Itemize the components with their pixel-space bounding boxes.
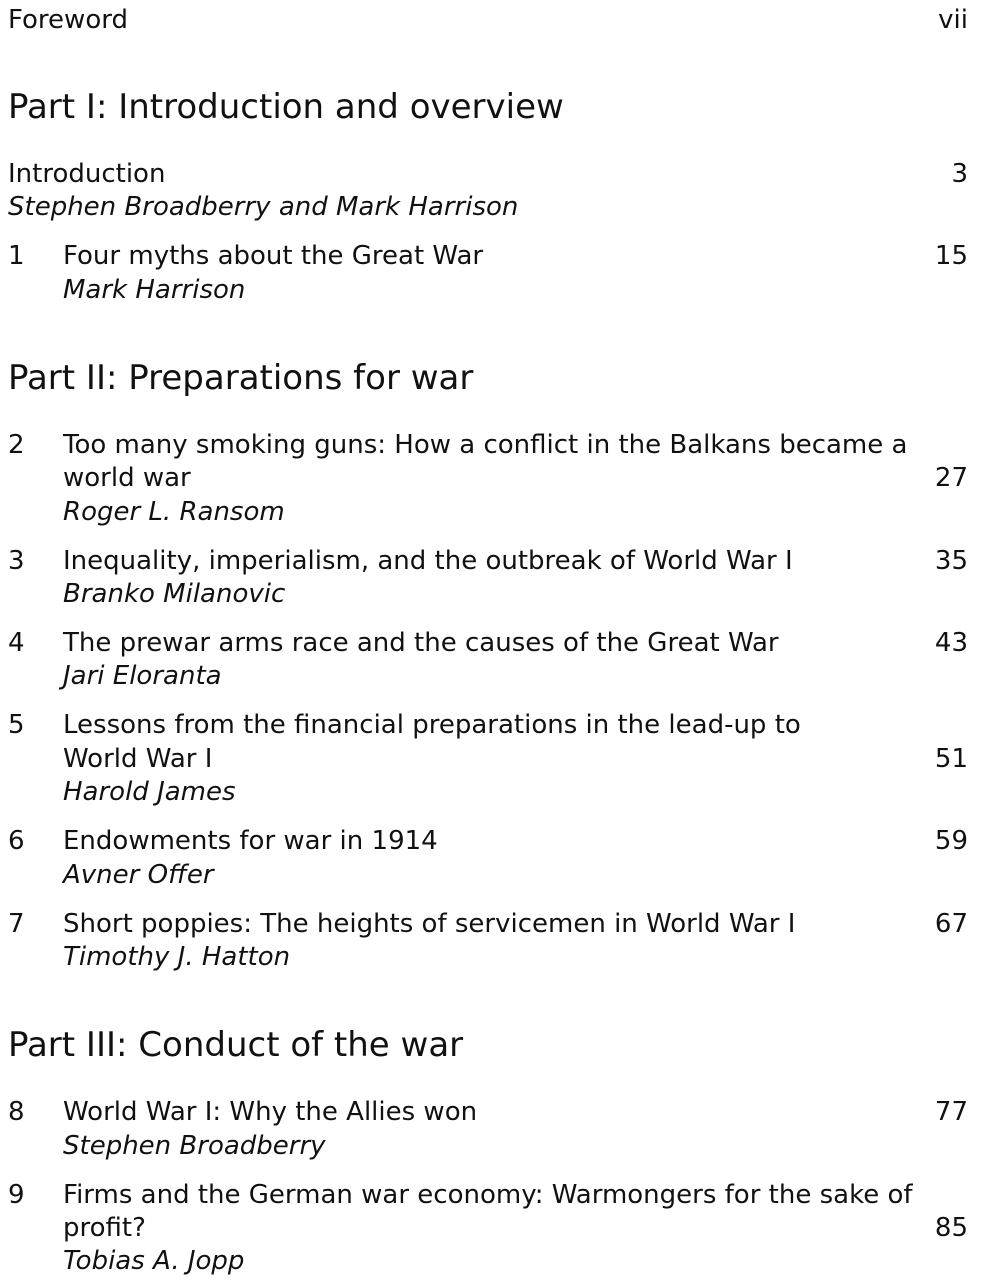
entry-author: Mark Harrison bbox=[63, 275, 246, 305]
entry-author: Stephen Broadberry and Mark Harrison bbox=[8, 192, 519, 222]
entry-page-number: 51 bbox=[934, 744, 968, 774]
chapter-number: 2 bbox=[8, 430, 25, 460]
entry-page-number: 3 bbox=[951, 159, 968, 189]
entry-author: Branko Milanovic bbox=[63, 579, 286, 609]
chapter-title[interactable]: Four myths about the Great War bbox=[63, 241, 484, 271]
entry-page-number: 77 bbox=[934, 1097, 968, 1127]
chapter-title[interactable]: Lessons from the financial preparations in the lead-up to bbox=[63, 710, 801, 740]
entry-page-number: 15 bbox=[934, 241, 968, 271]
chapter-title[interactable]: Inequality, imperialism, and the outbreak of World War I bbox=[63, 546, 793, 576]
entry-title: Introduction bbox=[8, 159, 166, 189]
chapter-number: 5 bbox=[8, 710, 25, 740]
table-of-contents bbox=[8, 0, 968, 1281]
entry-author: Stephen Broadberry bbox=[63, 1131, 326, 1161]
part-heading-3: Part III: Conduct of the war bbox=[8, 1025, 464, 1065]
chapter-number: 8 bbox=[8, 1097, 25, 1127]
chapter-title[interactable]: World War I: Why the Allies won bbox=[63, 1097, 478, 1127]
entry-page-number: 85 bbox=[934, 1213, 968, 1243]
entry-author: Harold James bbox=[63, 777, 236, 807]
chapter-title-continued[interactable]: profit? bbox=[63, 1213, 146, 1243]
entry-page-number: 35 bbox=[934, 546, 968, 576]
chapter-title[interactable]: Too many smoking guns: How a conflict in the Balkans became a bbox=[63, 430, 908, 460]
chapter-number: 4 bbox=[8, 628, 25, 658]
chapter-number: 3 bbox=[8, 546, 25, 576]
chapter-title[interactable]: Firms and the German war economy: Warmongers for the sake of bbox=[63, 1180, 913, 1210]
chapter-title[interactable]: Short poppies: The heights of servicemen in World War I bbox=[63, 909, 796, 939]
chapter-number: 9 bbox=[8, 1180, 25, 1210]
entry-author: Avner Offer bbox=[63, 860, 214, 890]
toc-entry-foreword[interactable] bbox=[8, 4, 968, 37]
chapter-title-continued[interactable]: world war bbox=[63, 463, 191, 493]
toc-entry-introduction[interactable] bbox=[8, 158, 968, 191]
chapter-number: 7 bbox=[8, 909, 25, 939]
foreword-page-number: vii bbox=[938, 5, 968, 35]
part-heading-1: Part I: Introduction and overview bbox=[8, 87, 564, 127]
entry-page-number: 67 bbox=[934, 909, 968, 939]
chapter-title-continued[interactable]: World War I bbox=[63, 744, 213, 774]
entry-author: Roger L. Ransom bbox=[63, 497, 285, 527]
chapter-title[interactable]: The prewar arms race and the causes of the Great War bbox=[63, 628, 779, 658]
entry-page-number: 27 bbox=[934, 463, 968, 493]
entry-page-number: 59 bbox=[934, 826, 968, 856]
chapter-title[interactable]: Endowments for war in 1914 bbox=[63, 826, 438, 856]
foreword-label: Foreword bbox=[8, 5, 128, 35]
part-heading-2: Part II: Preparations for war bbox=[8, 358, 474, 398]
chapter-number: 6 bbox=[8, 826, 25, 856]
chapter-number: 1 bbox=[8, 241, 25, 271]
entry-page-number: 43 bbox=[934, 628, 968, 658]
entry-author: Jari Eloranta bbox=[63, 661, 222, 691]
entry-author: Tobias A. Jopp bbox=[63, 1246, 245, 1276]
entry-author: Timothy J. Hatton bbox=[63, 942, 291, 972]
